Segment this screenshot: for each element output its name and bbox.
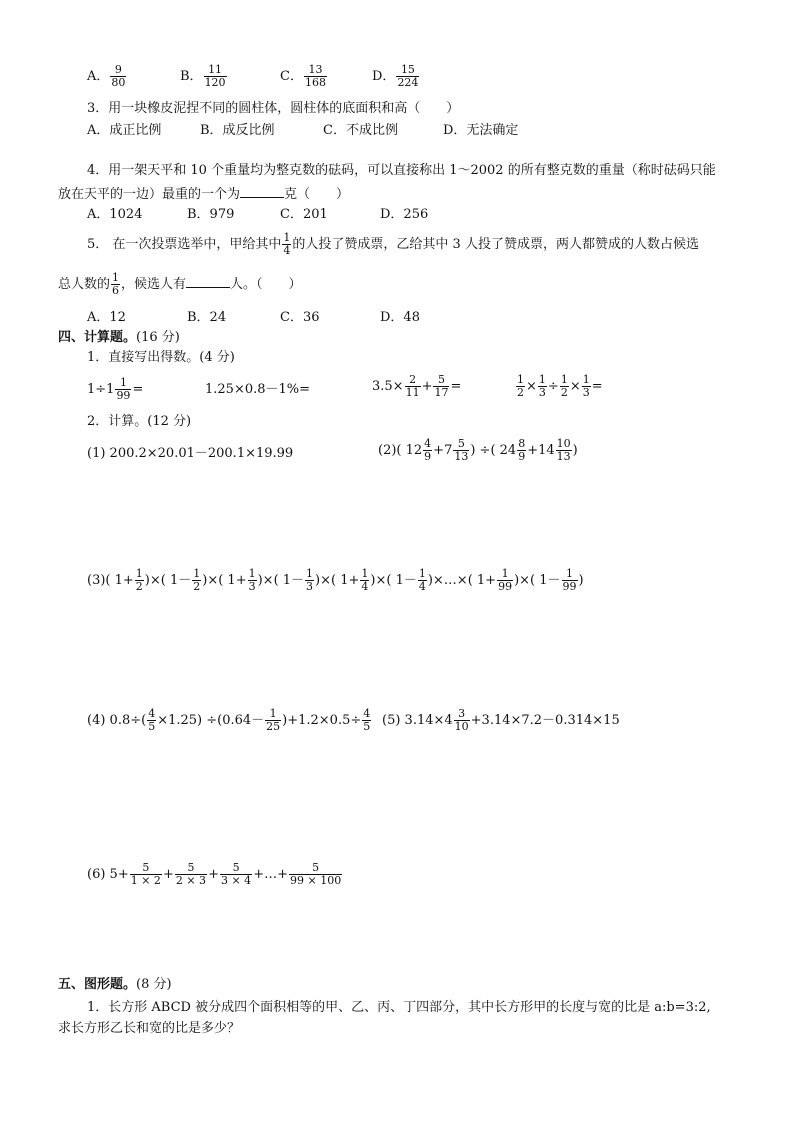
term-prefix: ( 1－	[386, 573, 417, 588]
q3-option-d: D．无法确定	[443, 123, 519, 138]
term-suffix: )×	[315, 573, 332, 588]
fraction: $\frac{1}{6}$	[112, 271, 120, 297]
fraction: $\frac{1}{2}$	[135, 567, 143, 593]
answer-blank	[186, 275, 230, 288]
fraction: $\frac{8}{9}$	[518, 437, 526, 463]
term-suffix: )×	[257, 573, 274, 588]
term-prefix: ( 1+	[331, 573, 360, 588]
direct-expr-1: 1÷1 $\frac{1}{99}$ =	[87, 376, 144, 402]
direct-expr-3: 3.5× $\frac{2}{11}$ + $\frac{5}{17}$ =	[372, 373, 462, 399]
q2-option-d: D． $\frac{15}{224}$	[372, 63, 419, 89]
fraction: $\frac{11}{120}$	[204, 63, 226, 89]
term-suffix: )	[578, 573, 584, 588]
term-prefix: ( 1+	[218, 573, 247, 588]
q4-line2: 放在天平的一边）最重的一个为 克（ ）	[58, 187, 350, 202]
term-suffix: +…+	[253, 867, 288, 882]
fraction: $\frac{9}{80}$	[111, 63, 126, 89]
q3-option-a: A．成正比例	[87, 123, 162, 138]
fraction: $\frac{5}{2 \times 3}$	[175, 861, 207, 887]
section5-heading: 五、图形题。(8 分)	[58, 977, 172, 992]
fraction: $\frac{13}{168}$	[304, 63, 326, 89]
q5-option-a: A．12	[87, 310, 126, 325]
q4-option-c: C．201	[280, 207, 328, 222]
fraction: $\frac{1}{4}$	[283, 231, 291, 257]
fraction: $\frac{1}{25}$	[266, 707, 281, 733]
term-suffix: )×	[202, 573, 219, 588]
term-suffix: +	[208, 867, 219, 882]
q5-line2: 总人数的 $\frac{1}{6}$ ，候选人有 人。（ ）	[58, 271, 302, 297]
term-suffix: +	[162, 867, 174, 882]
direct-expr-2: 1.25×0.8－1%=	[205, 382, 311, 397]
fraction: $\frac{1}{3}$	[538, 373, 546, 399]
q5-option-b: B．24	[187, 310, 227, 325]
fraction: $\frac{1}{3}$	[306, 567, 314, 593]
term-prefix: ( 1+	[105, 573, 134, 588]
fraction: $\frac{1}{4}$	[418, 567, 426, 593]
calc-problem-6: (6) 5+ $\frac{5}{1 \times 2}$ + $\frac{5}{2 \times 3}$ + $\frac{5}{3 \times 4}$ +…+ $\frac{5}{99 \times 100}$	[87, 861, 342, 887]
fraction: $\frac{3}{10}$	[454, 707, 469, 733]
fraction: $\frac{15}{224}$	[397, 63, 419, 89]
term-suffix: )×	[370, 573, 387, 588]
term-prefix: ( 1－	[273, 573, 305, 588]
fraction: $\frac{2}{11}$	[405, 373, 420, 399]
term-suffix: )×	[144, 573, 161, 588]
fraction: $\frac{1}{4}$	[361, 567, 369, 593]
term-prefix: ( 1－	[530, 573, 561, 588]
fraction: $\frac{1}{99}$	[116, 376, 131, 402]
direct-expr-4: $\frac{1}{2}$ × $\frac{1}{3}$ ÷ $\frac{1}{2}$ × $\frac{1}{3}$ =	[517, 373, 603, 399]
section5-q1-line2: 求长方形乙长和宽的比是多少？	[58, 1021, 241, 1036]
fraction: $\frac{1}{2}$	[560, 373, 568, 399]
calc-problem-4: (4) 0.8÷( $\frac{4}{5}$ ×1.25) ÷(0.64－ $\frac{1}{25}$ )+1.2×0.5÷ $\frac{4}{5}$	[87, 707, 371, 733]
fraction: $\frac{1}{3}$	[582, 373, 590, 399]
fraction: $\frac{5}{1 \times 2}$	[130, 861, 161, 887]
fraction: $\frac{5}{17}$	[434, 373, 449, 399]
fraction: $\frac{5}{99 \times 100}$	[289, 861, 342, 887]
fraction: $\frac{5}{3 \times 4}$	[220, 861, 252, 887]
calc-problem-1: (1) 200.2×20.01－200.1×19.99	[87, 446, 294, 461]
section5-q1-line1: 1．长方形 ABCD 被分成四个面积相等的甲、乙、丙、丁四部分，其中长方形甲的长度与宽的比是 a:b=3:2,	[87, 1000, 711, 1015]
fraction: $\frac{1}{2}$	[193, 567, 201, 593]
term-suffix: )×…×	[427, 573, 468, 588]
q5-option-d: D．48	[380, 310, 420, 325]
section4-heading: 四、计算题。(16 分)	[58, 330, 180, 345]
calc-problem-5: (5) 3.14×4 $\frac{3}{10}$ +3.14×7.2－0.314×15	[382, 707, 620, 733]
fraction: $\frac{4}{5}$	[148, 707, 156, 733]
fraction: $\frac{1}{3}$	[248, 567, 256, 593]
q2-option-a: A． $\frac{9}{80}$	[87, 63, 126, 89]
fraction: $\frac{4}{5}$	[363, 707, 371, 733]
calc-problem-3: (3)( 1+ $\frac{1}{2}$ )×( 1－ $\frac{1}{2}$ )×( 1+ $\frac{1}{3}$ )×( 1－ $\frac{1}{3}$ )×( 1+ $\frac{1}{4}$ )×( 1－ $\frac{1}{4}$ )×…×( 1+ $\frac{1}{99}$ )×( 1－ $\frac{1}{99}$ )	[87, 567, 584, 593]
fraction: $\frac{10}{13}$	[556, 437, 571, 463]
q5-option-c: C．36	[280, 310, 320, 325]
q2-option-b: B． $\frac{11}{120}$	[180, 63, 226, 89]
fraction: $\frac{1}{2}$	[517, 373, 524, 399]
q5-line1: 5． 在一次投票选举中，甲给其中 $\frac{1}{4}$ 的人投了赞成票，乙给其中 3 人投了赞成票，两人都赞成的人数占候选	[87, 231, 699, 257]
term-prefix: ( 1－	[160, 573, 192, 588]
fraction: $\frac{4}{9}$	[424, 437, 432, 463]
q4-line1: 4．用一架天平和 10 个重量均为整克数的砝码，可以直接称出 1～2002 的所有整克数的重量（称时砝码只能	[87, 163, 716, 178]
term-suffix: )×	[514, 573, 531, 588]
q3-option-b: B．成反比例	[200, 123, 275, 138]
q4-option-d: D．256	[380, 207, 429, 222]
section4-sub2: 2．计算。(12 分)	[87, 414, 192, 429]
q3-stem: 3．用一块橡皮泥捏不同的圆柱体，圆柱体的底面积和高（ ）	[87, 101, 460, 116]
fraction: $\frac{5}{13}$	[454, 437, 469, 463]
q2-option-c: C． $\frac{13}{168}$	[280, 63, 326, 89]
q3-option-c: C．不成比例	[323, 123, 398, 138]
answer-blank	[240, 185, 284, 198]
term-prefix: ( 1+	[467, 573, 497, 588]
q4-option-b: B．979	[187, 207, 235, 222]
fraction: $\frac{1}{99}$	[498, 567, 513, 593]
q4-option-a: A．1024	[87, 207, 143, 222]
product-terms	[105, 567, 584, 593]
section4-sub1: 1．直接写出得数。(4 分)	[87, 350, 235, 365]
fraction: $\frac{1}{99}$	[562, 567, 577, 593]
calc-problem-2: (2)( 12 $\frac{4}{9}$ +7 $\frac{5}{13}$ ) ÷( 24 $\frac{8}{9}$ +14 $\frac{10}{13}$ )	[378, 437, 578, 463]
